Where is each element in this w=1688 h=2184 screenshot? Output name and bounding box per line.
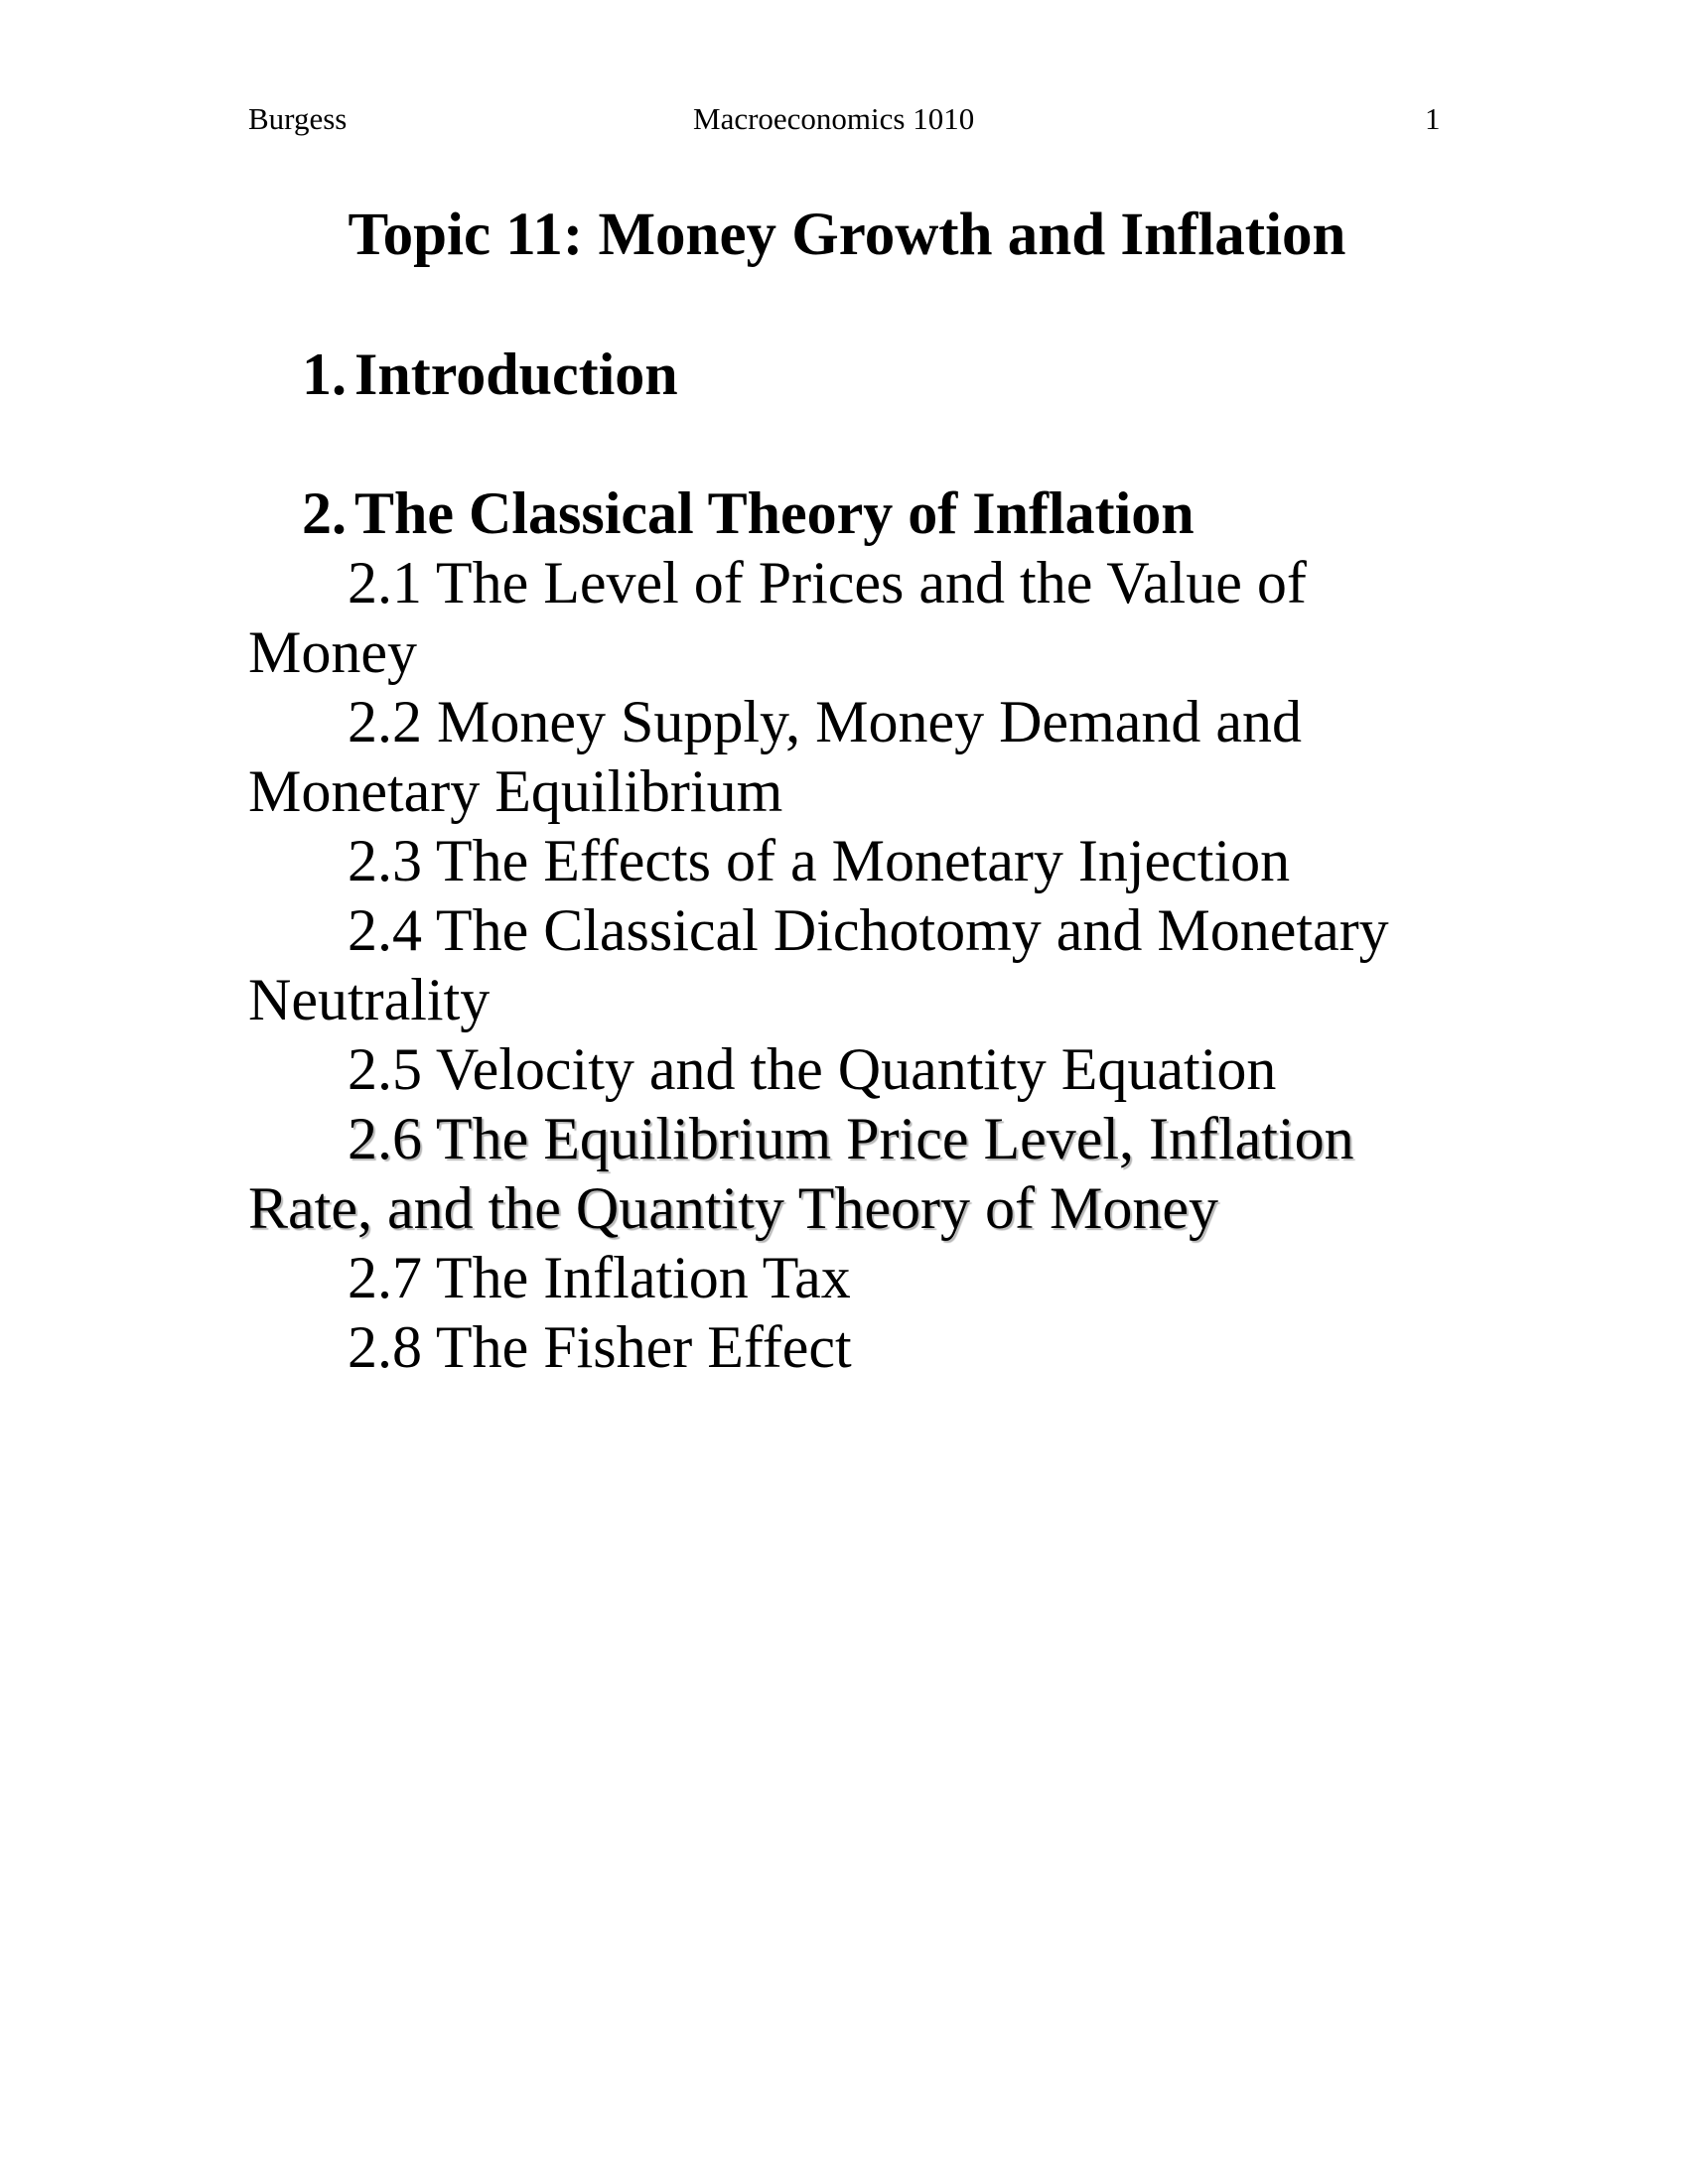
subsection-2-2 bbox=[0, 687, 1688, 826]
page-header bbox=[0, 102, 1688, 136]
subsection-line: 2.4 The Classical Dichotomy and Monetary bbox=[348, 897, 1389, 963]
header-page-number: 1 bbox=[1425, 101, 1441, 136]
section-number: 2. bbox=[302, 480, 347, 546]
subsection-2-4 bbox=[0, 895, 1688, 1034]
section-heading-classical-theory bbox=[0, 478, 1688, 548]
subsection-line: 2.1 The Level of Prices and the Value of bbox=[348, 550, 1307, 615]
section-title: The Classical Theory of Inflation bbox=[354, 480, 1195, 546]
subsection-line: 2.3 The Effects of a Monetary Injection bbox=[348, 828, 1291, 893]
subsection-line: 2.5 Velocity and the Quantity Equation bbox=[348, 1036, 1277, 1102]
header-course: Macroeconomics 1010 bbox=[693, 101, 975, 136]
subsection-line: 2.8 The Fisher Effect bbox=[348, 1314, 852, 1380]
subsection-line: 2.7 The Inflation Tax bbox=[348, 1245, 851, 1310]
document-body bbox=[0, 201, 1688, 1382]
section-title: Introduction bbox=[354, 341, 678, 407]
subsection-line-continued: Monetary Equilibrium bbox=[248, 758, 783, 824]
subsection-2-5 bbox=[0, 1034, 1688, 1104]
subsection-line-continued: Neutrality bbox=[248, 967, 491, 1032]
subsection-2-8 bbox=[0, 1312, 1688, 1382]
subsection-2-6 bbox=[0, 1104, 1688, 1243]
subsection-line-continued: Money bbox=[248, 619, 417, 685]
document-title: Topic 11: Money Growth and Inflation bbox=[348, 202, 1346, 268]
section-heading-introduction bbox=[0, 340, 1688, 409]
section-number: 1. bbox=[302, 341, 347, 407]
subsection-line: 2.6 The Equilibrium Price Level, Inflation bbox=[348, 1106, 1354, 1171]
subsection-2-7 bbox=[0, 1243, 1688, 1312]
spacer bbox=[0, 270, 1688, 340]
subsection-line: 2.2 Money Supply, Money Demand and bbox=[348, 689, 1302, 754]
subsection-2-1 bbox=[0, 548, 1688, 687]
header-author: Burgess bbox=[248, 101, 348, 136]
subsection-2-3 bbox=[0, 826, 1688, 895]
spacer bbox=[0, 409, 1688, 478]
subsection-line-continued: Rate, and the Quantity Theory of Money bbox=[248, 1175, 1218, 1241]
